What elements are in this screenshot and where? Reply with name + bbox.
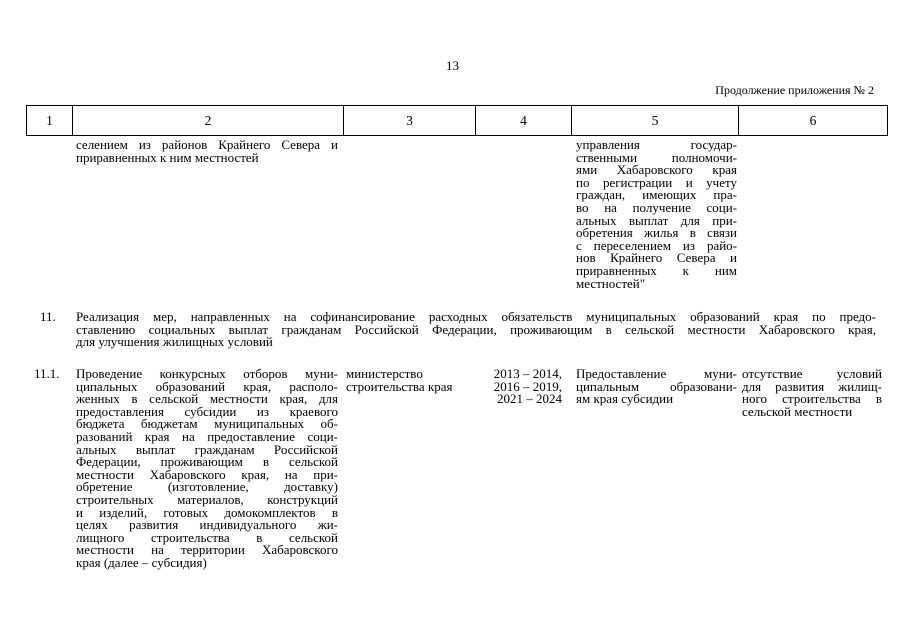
text-line: женных в сельской местности края, для <box>76 391 338 407</box>
row-number: 11.1. <box>34 366 60 381</box>
text-line: края (далее – субсидия) <box>76 554 207 570</box>
text-line: бюджета бюджетам муниципальных об- <box>76 416 338 432</box>
text-line: сельской местности <box>742 403 853 419</box>
text-line: 2016 – 2019, <box>493 378 562 394</box>
column-header-6: 6 <box>739 106 888 136</box>
text-line: Реализация мер, направленных на софинансирование расходных обязательств муниципальных образований края по предо- <box>76 309 876 324</box>
text-line: нов Крайнего Севера и <box>576 250 737 266</box>
text-line: ципальных образований края, располо- <box>76 378 338 394</box>
column-header-2: 2 <box>73 106 344 136</box>
text-line: альных выплат гражданам Российской <box>76 441 338 457</box>
text-line: целях развития индивидуального жи- <box>76 517 338 533</box>
text-line: 2021 – 2024 <box>497 391 562 407</box>
row-col6-consequence <box>742 368 882 418</box>
text-line: ципальным образовани- <box>576 378 737 394</box>
text-line: лищного строительства в сельской <box>76 529 338 545</box>
column-header-1: 1 <box>27 106 73 136</box>
row-col4-years <box>474 368 562 406</box>
text-line: строительства края <box>346 378 453 394</box>
text-line: и изделий, готовых домокомплектов в <box>76 504 338 520</box>
text-line: по регистрации и учету <box>576 174 737 190</box>
text-line: с переселением из райо- <box>576 237 737 253</box>
page-number: 13 <box>446 58 459 73</box>
text-line: Федерации, проживающим в сельской <box>76 454 338 470</box>
row-col3-executor <box>346 368 471 393</box>
text-line: граждан, имеющих пра- <box>576 187 737 203</box>
text-line: Предоставление муни- <box>576 366 737 381</box>
text-line: приравненных к ним местностей <box>76 149 259 165</box>
column-header-3: 3 <box>344 106 476 136</box>
text-line: отсутствие условий <box>742 366 882 381</box>
section-title <box>76 311 876 349</box>
text-line: предоставления субсидии из краевого <box>76 403 338 419</box>
continuation-col5 <box>576 139 737 290</box>
text-line: альных выплат для при- <box>576 212 737 228</box>
column-header-4: 4 <box>476 106 572 136</box>
text-line: ственными полномочи- <box>576 149 737 165</box>
text-line: для развития жилищ- <box>742 378 882 394</box>
section-number: 11. <box>40 309 56 324</box>
column-header-row <box>27 106 888 136</box>
text-line: местности Хабаровского края, на при- <box>76 466 338 482</box>
appendix-note: Продолжение приложения № 2 <box>715 83 874 97</box>
text-line: министерство <box>346 366 423 381</box>
text-line: ставлению социальных выплат гражданам Российской Федерации, проживающим в сельской местности Хабаровского края, <box>76 321 876 337</box>
column-header-5: 5 <box>572 106 739 136</box>
text-line: во на получение соци- <box>576 199 737 215</box>
text-line: для улучшения жилищных условий <box>76 334 273 350</box>
row-col2-activity <box>76 368 338 570</box>
text-line: разований края на предоставление соци- <box>76 428 338 444</box>
text-line: ями Хабаровского края <box>576 162 737 178</box>
text-line: местности на территории Хабаровского <box>76 542 338 558</box>
text-line: 2013 – 2014, <box>493 366 562 381</box>
text-line: приравненных к ним <box>576 262 737 278</box>
text-line: обретение (изготовление, доставку) <box>76 479 338 495</box>
continuation-col2 <box>76 139 338 164</box>
text-line: селением из районов Крайнего Севера и <box>76 137 338 152</box>
text-line: ного строительства в <box>742 391 882 407</box>
text-line: ям края субсидии <box>576 391 674 407</box>
text-line: обретения жилья в связи <box>576 225 737 241</box>
text-line: управления государ- <box>576 137 737 152</box>
text-line: местностей" <box>576 275 646 291</box>
text-line: Проведение конкурсных отборов муни- <box>76 366 338 381</box>
row-col5-result <box>576 368 737 406</box>
text-line: строительных материалов, конструкций <box>76 491 338 507</box>
column-header-table <box>26 105 888 136</box>
